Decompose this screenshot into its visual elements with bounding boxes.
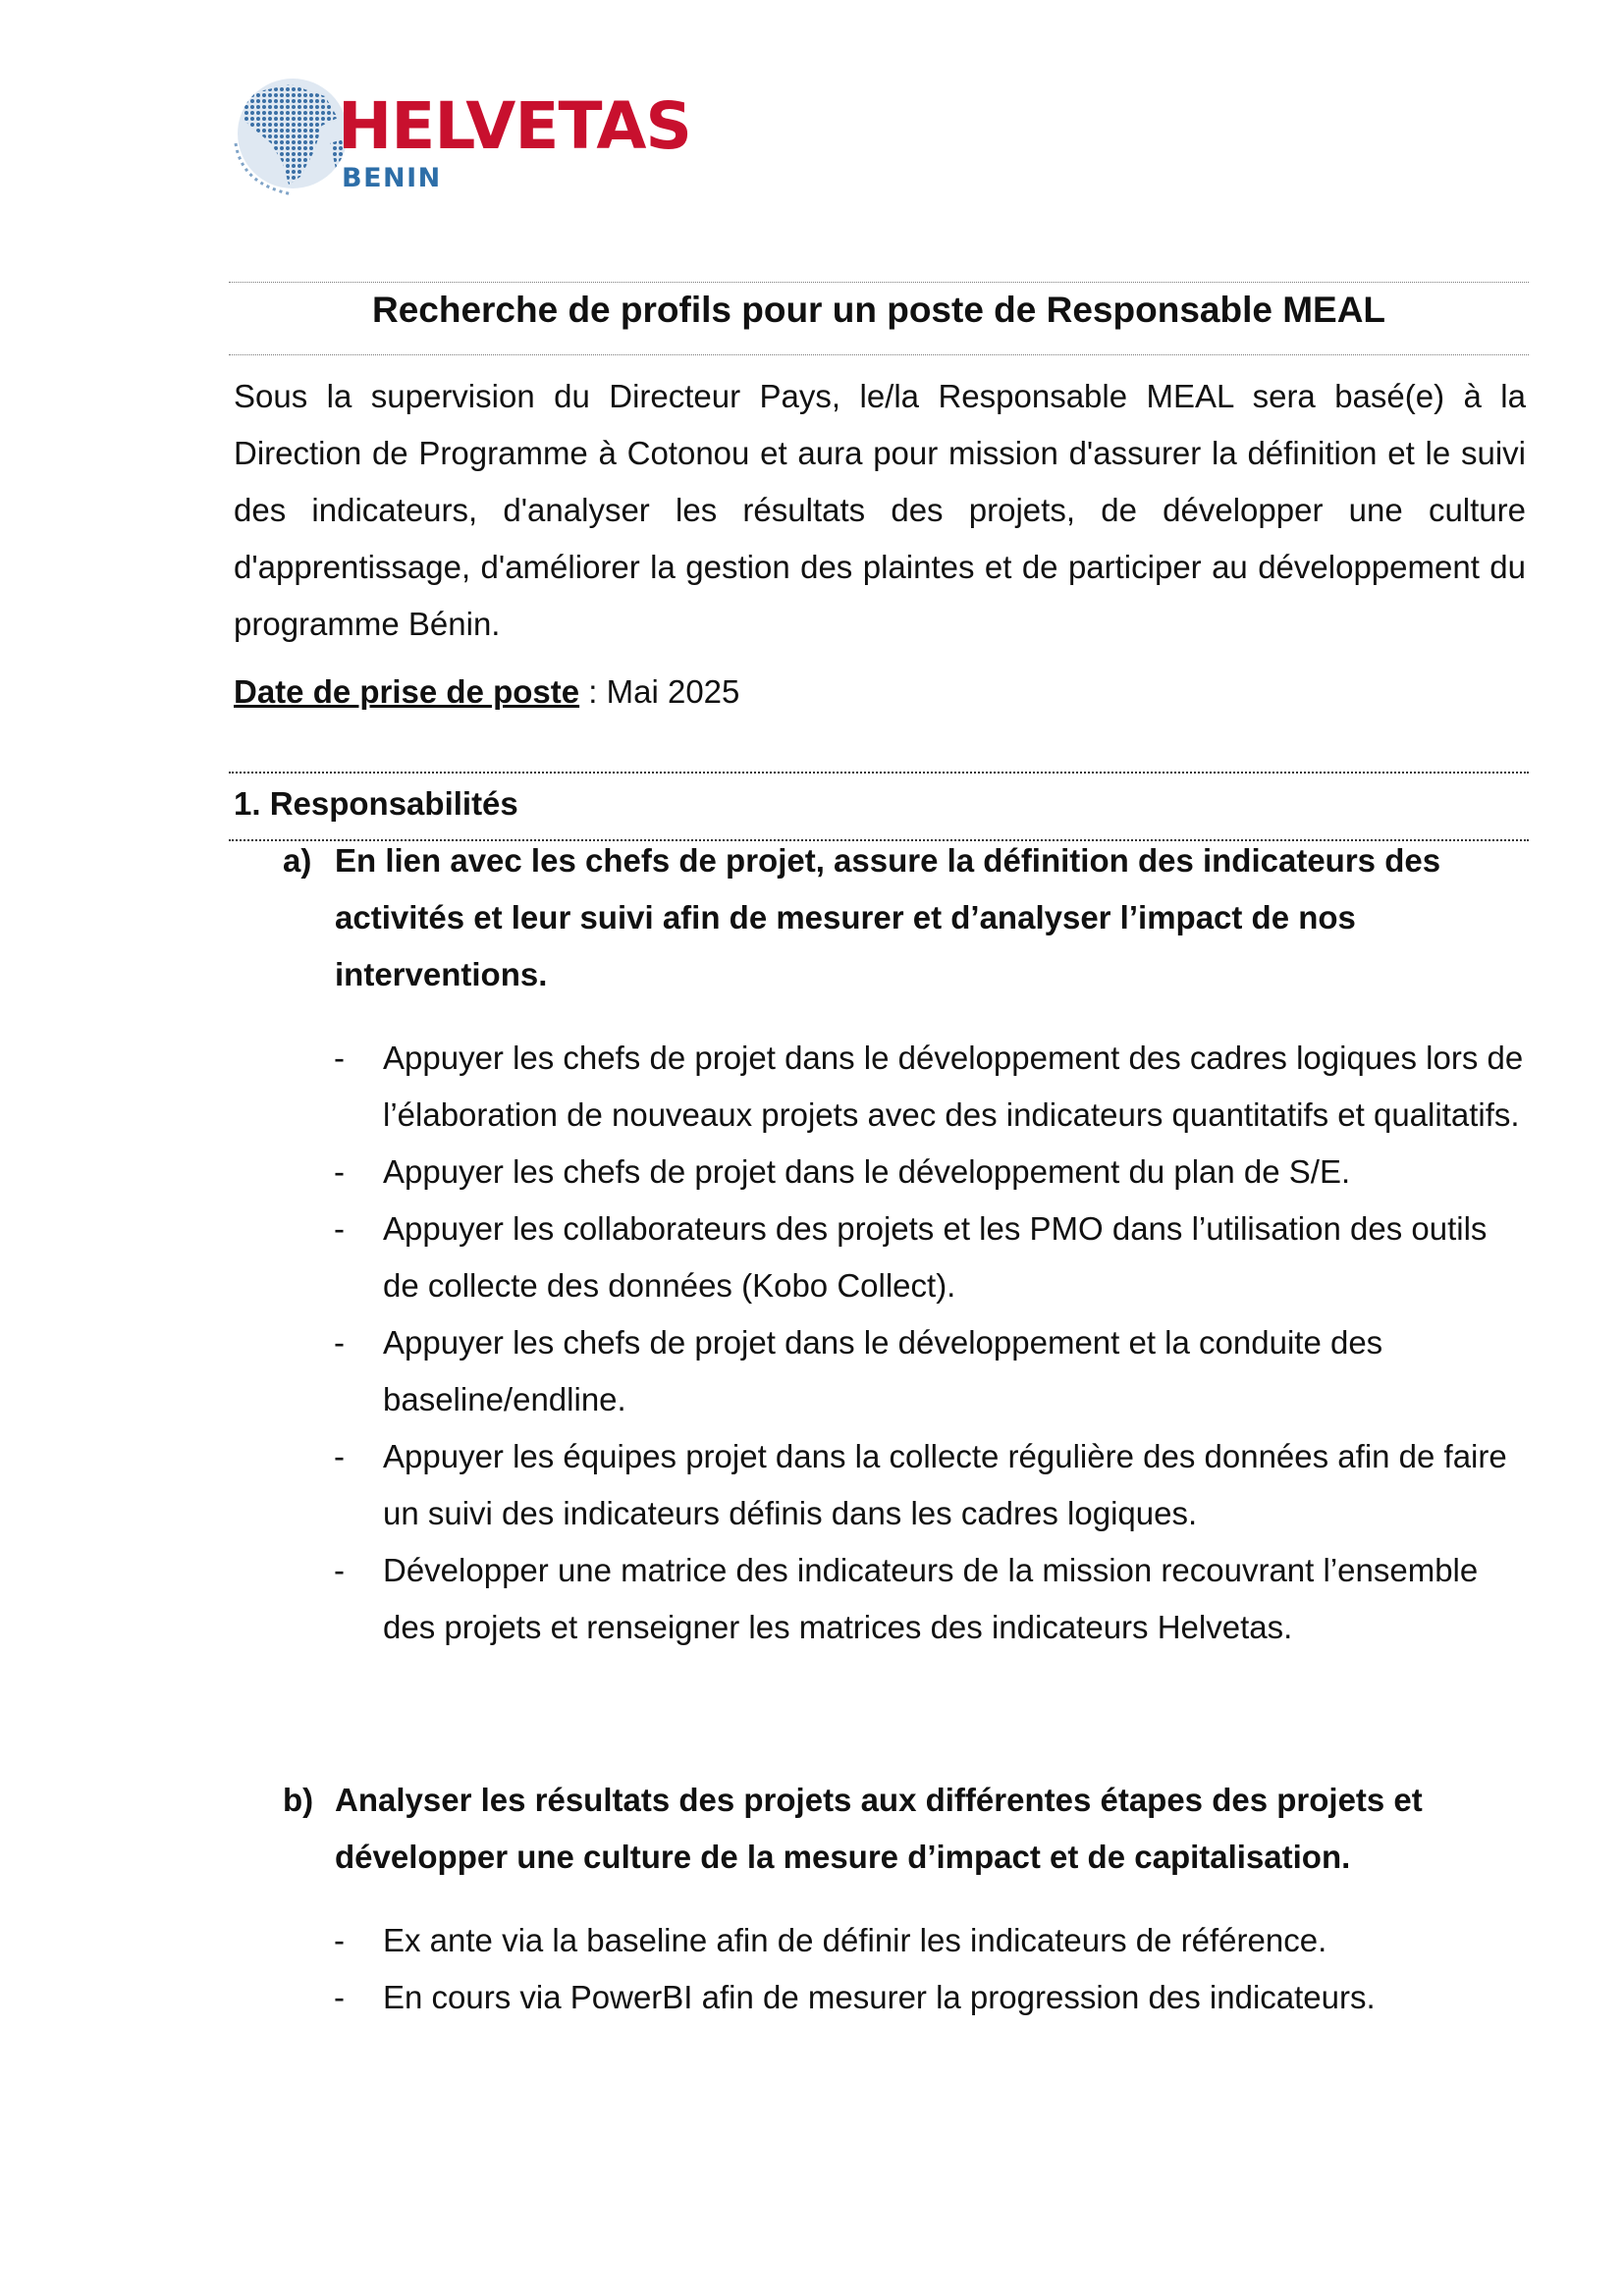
dash-marker: - <box>334 1324 345 1361</box>
list-item-text: Ex ante via la baseline afin de définir les indicateurs de référence. <box>383 1922 1327 1958</box>
dash-marker: - <box>334 1210 345 1247</box>
list-item-text: Appuyer les chefs de projet dans le développement et la conduite des baseline/endline. <box>383 1324 1383 1417</box>
list-item <box>334 1542 1526 1656</box>
intro-paragraph: Sous la supervision du Directeur Pays, le/la Responsable MEAL sera basé(e) à la Direction de Programme à Cotonou et aura pour mission d'assurer la définition et le suivi des indicateurs, d'analyser les résultats des projets, de développer une culture d'apprentissage, d'améliorer la gestion des plaintes et de participer au développement du programme Bénin. <box>234 378 1526 642</box>
list-item <box>334 1030 1526 1144</box>
start-date-label: Date de prise de poste <box>234 673 580 710</box>
subsection-letter: a) <box>283 842 312 879</box>
list-item-text: Appuyer les chefs de projet dans le développement du plan de S/E. <box>383 1153 1351 1190</box>
dash-marker: - <box>334 1922 345 1958</box>
list-item-text: Appuyer les chefs de projet dans le développement des cadres logiques lors de l’élaboration de nouveaux projets avec des indicateurs quantitatifs et qualitatifs. <box>383 1040 1524 1133</box>
start-date <box>234 664 739 721</box>
subsection-heading-text: Analyser les résultats des projets aux différentes étapes des projets et développer une culture de la mesure d’impact et de capitalisation. <box>335 1782 1423 1875</box>
logo-name: HELVETAS <box>338 88 691 164</box>
page-title: Recherche de profils pour un poste de Responsable MEAL <box>371 290 1386 330</box>
subsection-b-list <box>334 1912 1526 2026</box>
subsection-letter: b) <box>283 1782 314 1818</box>
subsection-b-heading <box>283 1772 1526 1886</box>
globe-icon <box>232 75 350 202</box>
list-item <box>334 1912 1526 1969</box>
helvetas-logo <box>232 75 693 202</box>
subsection-a-heading <box>283 832 1526 1003</box>
list-item-text: Développer une matrice des indicateurs de la mission recouvrant l’ensemble des projets et renseigner les matrices des indicateurs Helvetas. <box>383 1552 1479 1645</box>
section-title: 1. Responsabilités <box>234 785 518 822</box>
list-item <box>334 1428 1526 1542</box>
list-item <box>334 1314 1526 1428</box>
dash-marker: - <box>334 1979 345 2015</box>
subsection-a-list <box>334 1030 1526 1656</box>
dash-marker: - <box>334 1040 345 1076</box>
section-top-divider <box>229 772 1529 774</box>
subsection-heading-text: En lien avec les chefs de projet, assure la définition des indicateurs des activités et leur suivi afin de mesurer et d’analyser l’impact de nos interventions. <box>335 842 1441 992</box>
start-date-value: Mai 2025 <box>606 673 740 710</box>
logo-country: BENIN <box>342 163 442 193</box>
dash-marker: - <box>334 1153 345 1190</box>
list-item-text: Appuyer les collaborateurs des projets et les PMO dans l’utilisation des outils de collecte des données (Kobo Collect). <box>383 1210 1488 1304</box>
title-top-divider <box>229 282 1529 283</box>
title-bottom-divider <box>229 354 1529 355</box>
start-date-separator: : <box>579 673 607 710</box>
list-item-text: Appuyer les équipes projet dans la collecte régulière des données afin de faire un suivi des indicateurs définis dans les cadres logiques. <box>383 1438 1507 1531</box>
list-item <box>334 1969 1526 2026</box>
list-item <box>334 1201 1526 1314</box>
list-item <box>334 1144 1526 1201</box>
dash-marker: - <box>334 1438 345 1474</box>
dash-marker: - <box>334 1552 345 1588</box>
list-item-text: En cours via PowerBI afin de mesurer la progression des indicateurs. <box>383 1979 1376 2015</box>
